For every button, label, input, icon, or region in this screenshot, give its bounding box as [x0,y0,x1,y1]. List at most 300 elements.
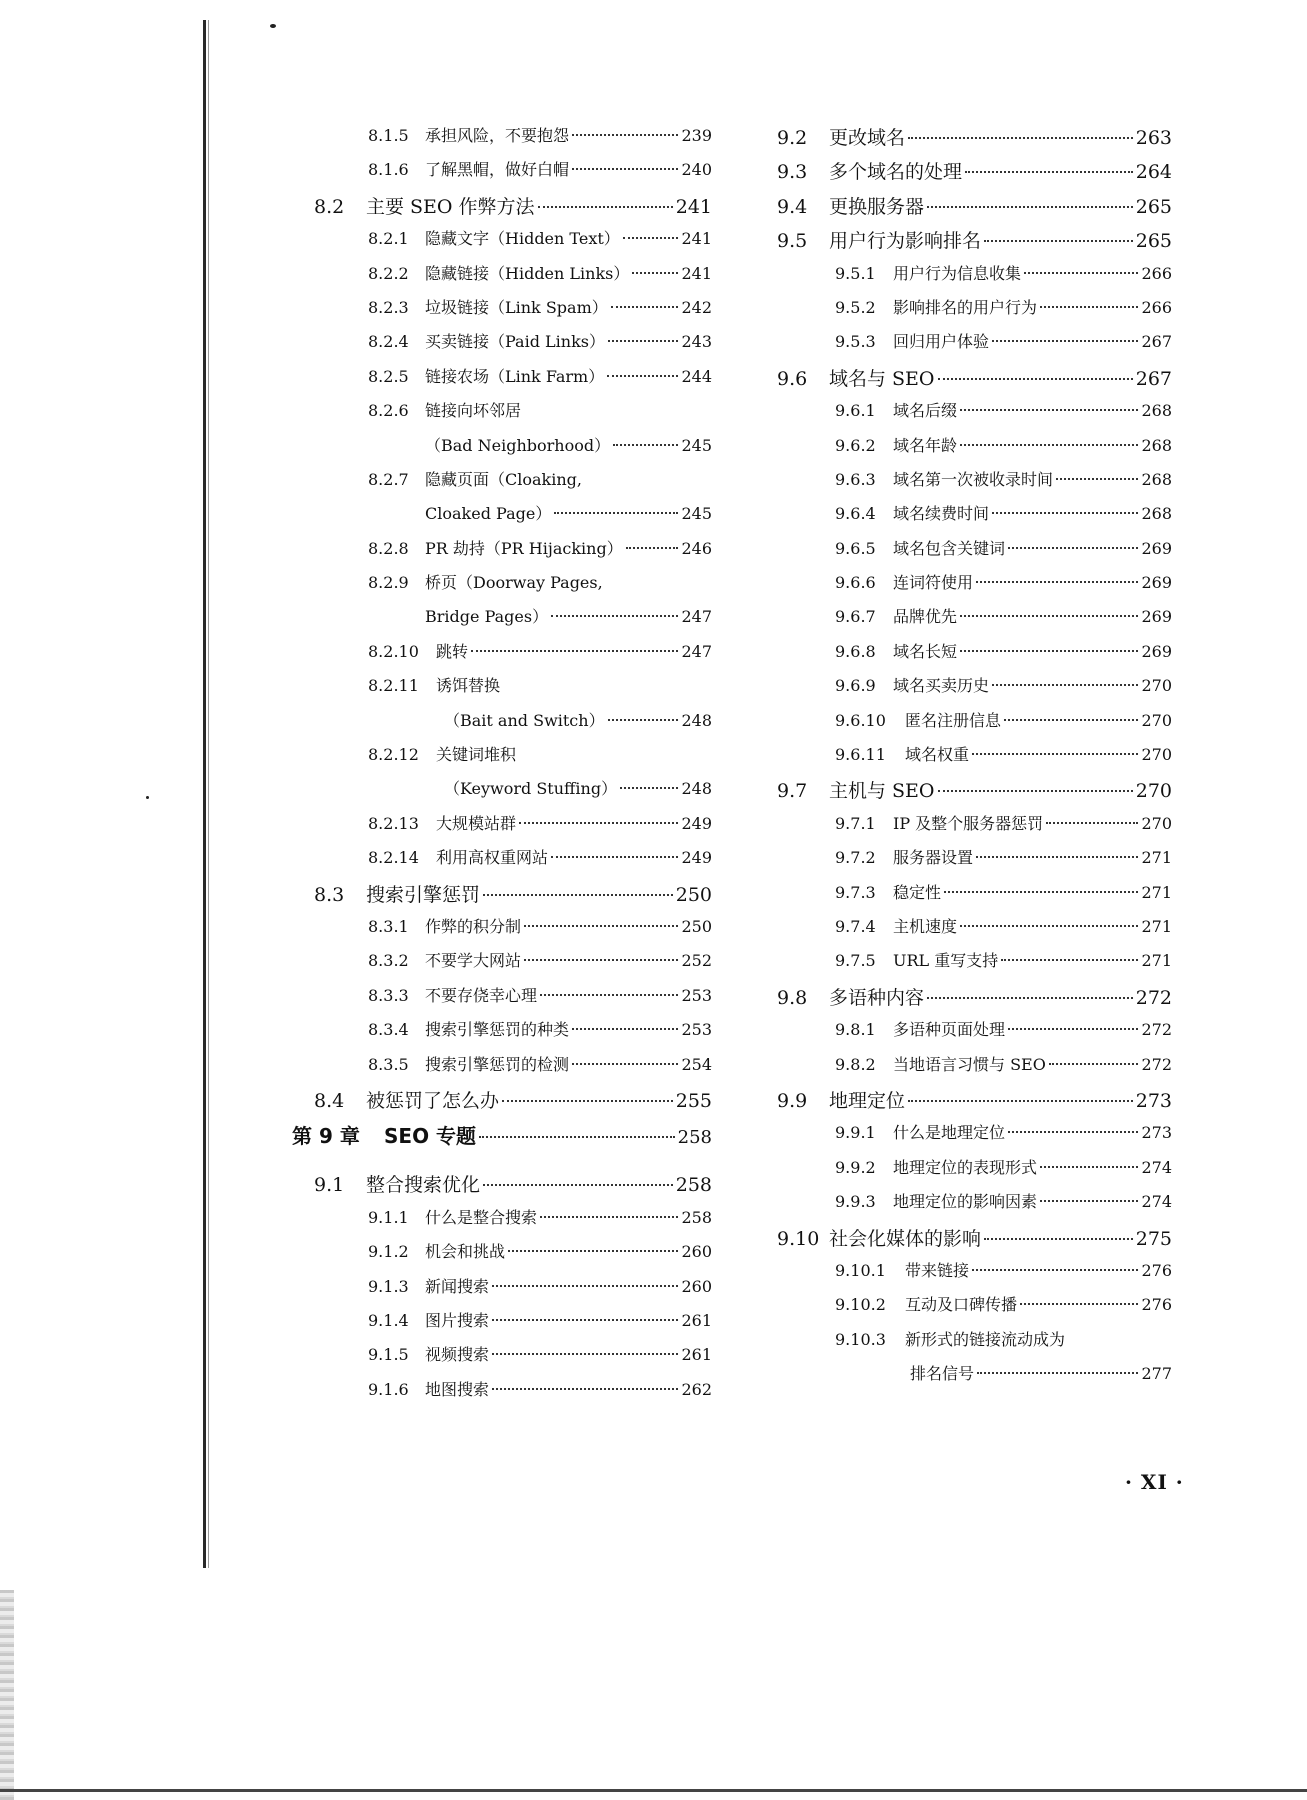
toc-entry-continuation[interactable] [292,708,712,742]
toc-subsection-entry[interactable] [292,123,712,157]
toc-leader-dots [623,237,679,239]
toc-entry-page: 239 [681,126,712,145]
toc-subsection-entry[interactable] [777,398,1172,432]
toc-entry-continuation[interactable] [777,1361,1172,1395]
toc-subsection-entry[interactable] [292,467,712,501]
toc-entry-page: 260 [681,1242,712,1262]
toc-entry-page: 263 [1135,127,1172,149]
toc-subsection-entry[interactable] [292,1342,712,1376]
toc-entry-page: 273 [1135,1089,1172,1112]
toc-subsection-entry[interactable] [777,467,1172,501]
toc-entry-page: 270 [1135,780,1172,803]
binding-edge-shadow [208,20,209,1568]
toc-subsection-entry[interactable] [292,983,712,1017]
toc-entry-title: IP 及整个服务器惩罚 [893,813,1044,833]
toc-leader-dots [965,171,1133,173]
toc-left-column [292,123,712,1411]
toc-entry-number: 9.6.7 [835,607,876,627]
toc-entry-number: 8.1.6 [368,160,409,180]
toc-entry-number: 9.1.2 [368,1242,409,1262]
toc-entry-number: 9.6.10 [835,710,886,730]
toc-leader-dots [483,1184,673,1186]
toc-entry-number: 9.2 [777,127,808,149]
toc-leader-dots [1001,959,1138,961]
toc-entry-page: 269 [1141,538,1172,558]
toc-entry-number: 9.6.4 [835,504,876,524]
toc-entry-number: 9.8.1 [835,1020,876,1040]
toc-entry-title: 互动及口碑传播 [905,1295,1018,1315]
toc-entry-number: 9.6.3 [835,469,876,489]
toc-entry-title: 用户行为信息收集 [893,263,1022,283]
toc-leader-dots [502,1100,673,1102]
toc-entry-page: 268 [1141,435,1172,455]
toc-entry-page: 273 [1141,1123,1172,1143]
toc-entry-number: 8.2.12 [368,745,419,765]
toc-entry-title: SEO 专题 [384,1124,477,1149]
toc-section-entry[interactable] [777,776,1172,810]
toc-entry-page: 250 [681,916,712,936]
toc-entry-title: URL 重写支持 [893,951,999,971]
toc-entry-title: 作弊的积分制 [425,916,522,936]
toc-subsection-entry[interactable] [777,1052,1172,1086]
toc-entry-page: 270 [1141,813,1172,833]
toc-entry-number: 9.6.8 [835,641,876,661]
toc-entry-title: 匿名注册信息 [905,710,1002,730]
toc-subsection-entry[interactable] [777,1120,1172,1154]
toc-entry-number: 9.10.3 [835,1329,886,1349]
binding-edge-line [203,20,206,1568]
toc-section-entry[interactable] [292,1170,712,1204]
toc-entry-number: 9.6.1 [835,401,876,421]
toc-entry-page: 261 [681,1310,712,1330]
toc-entry-page: 252 [681,951,712,971]
toc-entry-page: 258 [677,1127,712,1149]
toc-subsection-entry[interactable] [777,1189,1172,1223]
toc-entry-title: 影响排名的用户行为 [893,297,1038,317]
toc-leader-dots [572,1028,678,1030]
toc-entry-title: 域名第一次被收录时间 [893,469,1054,489]
toc-entry-title: 不要学大网站 [425,951,522,971]
toc-entry-page: 253 [681,1020,712,1040]
toc-leader-dots [1020,1303,1138,1305]
toc-entry-title: （Bait and Switch） [444,710,605,730]
toc-entry-number: 8.2.13 [368,813,419,833]
toc-entry-title: 域名后缀 [893,401,958,421]
toc-entry-page: 275 [1135,1227,1172,1250]
toc-entry-number: 9.10.1 [835,1260,886,1280]
toc-subsection-entry[interactable] [292,364,712,398]
toc-section-entry[interactable] [777,364,1172,398]
toc-leader-dots [1046,822,1138,824]
toc-entry-page: 270 [1141,745,1172,765]
toc-entry-title: 社会化媒体的影响 [829,1227,982,1250]
toc-leader-dots [984,240,1133,242]
toc-entry-title: 域名权重 [905,745,970,765]
toc-subsection-entry[interactable] [777,295,1172,329]
toc-subsection-entry[interactable] [777,433,1172,467]
toc-leader-dots [972,1269,1138,1271]
toc-subsection-entry[interactable] [292,1205,712,1239]
toc-entry-page: 272 [1141,1020,1172,1040]
toc-entry-page: 258 [681,1207,712,1227]
toc-leader-dots [960,925,1138,927]
toc-entry-page: 276 [1141,1295,1172,1315]
toc-subsection-entry[interactable] [292,157,712,191]
toc-entry-title: 更改域名 [829,127,906,149]
toc-subsection-entry[interactable] [777,1258,1172,1292]
toc-entry-title: 服务器设置 [893,848,974,868]
toc-subsection-entry[interactable] [292,948,712,982]
toc-entry-number: 8.4 [314,1089,345,1112]
toc-entry-title: 搜索引擎惩罚 [366,883,481,906]
toc-entry-page: 250 [675,883,712,906]
toc-subsection-entry[interactable] [777,639,1172,673]
toc-entry-title: Cloaked Page） [425,504,552,524]
toc-subsection-entry[interactable] [777,742,1172,776]
toc-entry-page: 261 [681,1345,712,1365]
toc-entry-title: 了解黑帽，做好白帽 [425,160,570,180]
toc-leader-dots [540,994,678,996]
toc-leader-dots [960,615,1138,617]
toc-leader-dots [471,650,678,652]
toc-leader-dots [1056,478,1138,480]
toc-entry-continuation[interactable] [292,604,712,638]
scan-speck [146,796,149,799]
toc-entry-number: 8.3.2 [368,951,409,971]
toc-entry-number: 9.3 [777,161,808,184]
toc-entry-page: 277 [1141,1364,1172,1384]
toc-entry-number: 9.9.2 [835,1157,876,1177]
toc-entry-title: 主机速度 [893,916,958,936]
toc-entry-title: 图片搜索 [425,1310,490,1330]
toc-entry-title: 链接向坏邻居 [425,401,522,421]
toc-subsection-entry[interactable] [292,1377,712,1411]
toc-entry-page: 267 [1135,367,1172,390]
toc-entry-page: 241 [681,263,712,283]
toc-entry-title: 连词符使用 [893,573,974,593]
toc-entry-number: 9.7 [777,780,808,803]
toc-leader-dots [977,1372,1138,1374]
toc-subsection-entry[interactable] [292,570,712,604]
toc-leader-dots [1040,306,1138,308]
toc-subsection-entry[interactable] [777,1292,1172,1326]
toc-entry-title: 地理定位的表现形式 [893,1157,1038,1177]
toc-leader-dots [519,822,678,824]
toc-subsection-entry[interactable] [292,329,712,363]
toc-entry-page: 276 [1141,1260,1172,1280]
toc-entry-page: 268 [1141,504,1172,524]
toc-entry-title: 隐藏文字（Hidden Text） [425,229,620,249]
toc-entry-title: 回归用户体验 [893,332,990,352]
toc-entry-number: 8.2.5 [368,366,409,386]
toc-entry-number: 9.10.2 [835,1295,886,1315]
toc-chapter-entry[interactable] [292,1120,712,1166]
toc-entry-page: 242 [681,297,712,317]
toc-entry-number: 9.9 [777,1089,808,1112]
toc-entry-page: 249 [681,848,712,868]
toc-entry-page: 246 [681,538,712,558]
toc-section-entry[interactable] [777,983,1172,1017]
toc-entry-number: 8.2.9 [368,573,409,593]
toc-entry-page: 266 [1141,263,1172,283]
toc-entry-page: 274 [1141,1192,1172,1212]
toc-leader-dots [976,856,1138,858]
toc-entry-number: 9.10 [777,1227,820,1250]
toc-entry-page: 271 [1141,951,1172,971]
toc-entry-title: 买卖链接（Paid Links） [425,332,605,352]
toc-leader-dots [492,1388,678,1390]
toc-entry-title: 跳转 [436,641,469,661]
toc-leader-dots [927,206,1133,208]
toc-leader-dots [524,925,678,927]
toc-subsection-entry[interactable] [777,1155,1172,1189]
toc-entry-title: 多语种内容 [829,986,925,1009]
toc-leader-dots [479,1136,675,1138]
toc-entry-title: 域名长短 [893,641,958,661]
toc-leader-dots [632,272,678,274]
toc-leader-dots [608,340,678,342]
toc-entry-number: 9.5.3 [835,332,876,352]
toc-subsection-entry[interactable] [777,948,1172,982]
toc-entry-number: 9.6.5 [835,538,876,558]
toc-entry-title: 域名续费时间 [893,504,990,524]
toc-section-entry[interactable] [777,1224,1172,1258]
toc-leader-dots [620,787,678,789]
toc-entry-title: 排名信号 [910,1364,975,1384]
toc-entry-title: Bridge Pages） [425,607,549,627]
toc-entry-title: 更换服务器 [829,195,925,218]
toc-entry-number: 8.1.5 [368,126,409,145]
toc-leader-dots [938,790,1133,792]
toc-section-entry[interactable] [777,1086,1172,1120]
toc-subsection-entry[interactable] [777,1017,1172,1051]
toc-entry-continuation[interactable] [292,433,712,467]
toc-entry-page: 245 [681,504,712,524]
toc-leader-dots [972,753,1138,755]
toc-entry-number: 9.6 [777,367,808,390]
toc-subsection-entry[interactable] [292,1308,712,1342]
toc-subsection-entry[interactable] [292,398,712,432]
toc-subsection-entry[interactable] [292,1239,712,1273]
toc-section-entry[interactable] [292,192,712,226]
toc-leader-dots [1049,1063,1139,1065]
toc-entry-page: 265 [1135,230,1172,253]
toc-subsection-entry[interactable] [292,295,712,329]
toc-leader-dots [984,1238,1133,1240]
toc-leader-dots [626,547,679,549]
toc-entry-number: 9.5.1 [835,263,876,283]
toc-subsection-entry[interactable] [777,708,1172,742]
toc-entry-page: 240 [681,160,712,180]
toc-entry-number: 8.2.3 [368,297,409,317]
toc-leader-dots [613,444,678,446]
toc-entry-title: 搜索引擎惩罚的检测 [425,1054,570,1074]
toc-subsection-entry[interactable] [777,261,1172,295]
toc-entry-title: 整合搜索优化 [366,1174,481,1197]
toc-leader-dots [611,306,679,308]
toc-entry-page: 253 [681,985,712,1005]
toc-subsection-entry[interactable] [292,1274,712,1308]
toc-entry-page: 244 [681,366,712,386]
scan-speck [270,24,276,28]
toc-entry-title: 机会和挑战 [425,1242,506,1262]
toc-entry-number: 8.3.5 [368,1054,409,1074]
toc-entry-page: 268 [1141,401,1172,421]
toc-leader-dots [607,375,678,377]
toc-subsection-entry[interactable] [292,226,712,260]
toc-leader-dots [492,1353,678,1355]
toc-subsection-entry[interactable] [777,570,1172,604]
toc-entry-number: 9.9.1 [835,1123,876,1143]
toc-entry-number: 9.1.5 [368,1345,409,1365]
toc-entry-number: 8.3.4 [368,1020,409,1040]
toc-entry-page: 255 [675,1089,712,1112]
toc-entry-number: 8.2.2 [368,263,409,283]
toc-entry-number: 9.6.11 [835,745,886,765]
toc-section-entry[interactable] [292,1086,712,1120]
toc-entry-title: 带来链接 [905,1260,970,1280]
toc-section-entry[interactable] [777,192,1172,226]
toc-leader-dots [551,615,678,617]
toc-entry-title: 被惩罚了怎么办 [366,1089,500,1112]
toc-entry-number: 8.2.14 [368,848,419,868]
toc-entry-number: 9.1 [314,1174,345,1197]
toc-section-entry[interactable] [777,157,1172,191]
toc-entry-page: 269 [1141,573,1172,593]
toc-entry-title: 关键词堆积 [436,745,517,765]
toc-entry-number: 9.7.5 [835,951,876,971]
toc-entry-page: 265 [1135,195,1172,218]
toc-leader-dots [1024,272,1138,274]
toc-entry-number: 第 9 章 [292,1124,360,1149]
toc-section-entry[interactable] [292,880,712,914]
toc-subsection-entry[interactable] [292,536,712,570]
toc-entry-number: 9.7.1 [835,813,876,833]
toc-leader-dots [554,512,678,514]
toc-entry-title: 当地语言习惯与 SEO [893,1054,1046,1074]
toc-entry-page: 248 [681,779,712,799]
toc-entry-title: 什么是地理定位 [893,1123,1006,1143]
toc-leader-dots [608,719,679,721]
toc-entry-page: 262 [681,1379,712,1399]
toc-subsection-entry[interactable] [292,1017,712,1051]
toc-entry-continuation[interactable] [292,776,712,810]
toc-entry-number: 9.6.9 [835,676,876,696]
toc-entry-title: 链接农场（Link Farm） [425,366,605,386]
toc-leader-dots [992,684,1138,686]
toc-subsection-entry[interactable] [292,673,712,707]
toc-entry-page: 254 [681,1054,712,1074]
toc-entry-page: 271 [1141,848,1172,868]
toc-entry-page: 264 [1135,161,1172,184]
toc-subsection-entry[interactable] [777,845,1172,879]
toc-subsection-entry[interactable] [292,1052,712,1086]
toc-entry-number: 8.3 [314,883,345,906]
toc-entry-title: 用户行为影响排名 [829,230,982,253]
toc-entry-page: 245 [681,435,712,455]
toc-entry-title: 利用高权重网站 [436,848,549,868]
toc-entry-page: 247 [681,607,712,627]
toc-entry-number: 9.1.4 [368,1310,409,1330]
toc-entry-title: 域名包含关键词 [893,538,1006,558]
toc-subsection-entry[interactable] [777,673,1172,707]
toc-leader-dots [908,137,1133,139]
toc-leader-dots [944,891,1138,893]
toc-entry-number: 9.6.6 [835,573,876,593]
toc-entry-title: 主要 SEO 作弊方法 [366,195,535,218]
toc-entry-title: 大规模站群 [436,813,517,833]
toc-entry-title: 不要存侥幸心理 [425,985,538,1005]
toc-entry-number: 9.8.2 [835,1054,876,1074]
toc-subsection-entry[interactable] [777,914,1172,948]
toc-entry-number: 9.1.1 [368,1207,409,1227]
toc-entry-title: 诱饵替换 [436,676,501,696]
toc-subsection-entry[interactable] [292,261,712,295]
toc-entry-title: 域名与 SEO [829,367,935,390]
toc-subsection-entry[interactable] [777,811,1172,845]
toc-leader-dots [492,1285,678,1287]
toc-subsection-entry[interactable] [777,880,1172,914]
toc-entry-number: 9.7.3 [835,882,876,902]
toc-entry-title: 稳定性 [893,882,942,902]
toc-leader-dots [1004,719,1138,721]
toc-entry-title: 主机与 SEO [829,780,935,803]
toc-leader-dots [483,894,673,896]
toc-entry-number: 8.2.6 [368,401,409,421]
toc-entry-page: 271 [1141,882,1172,902]
toc-entry-number: 8.2.8 [368,538,409,558]
toc-subsection-entry[interactable] [777,1327,1172,1361]
toc-entry-number: 9.7.4 [835,916,876,936]
toc-entry-page: 268 [1141,469,1172,489]
toc-entry-page: 269 [1141,607,1172,627]
toc-subsection-entry[interactable] [292,639,712,673]
toc-entry-title: 域名买卖历史 [893,676,990,696]
toc-subsection-entry[interactable] [777,501,1172,535]
toc-entry-title: 新形式的链接流动成为 [905,1329,1066,1349]
toc-subsection-entry[interactable] [292,811,712,845]
toc-subsection-entry[interactable] [292,742,712,776]
toc-leader-dots [938,378,1133,380]
toc-section-entry[interactable] [777,226,1172,260]
toc-entry-page: 267 [1141,332,1172,352]
scan-edge-noise [0,1590,14,1800]
toc-entry-title: 品牌优先 [893,607,958,627]
toc-leader-dots [1008,1028,1138,1030]
toc-subsection-entry[interactable] [777,536,1172,570]
toc-subsection-entry[interactable] [292,914,712,948]
toc-leader-dots [960,409,1138,411]
toc-section-entry[interactable] [777,123,1172,157]
toc-entry-continuation[interactable] [292,501,712,535]
toc-entry-title: （Keyword Stuffing） [444,779,618,799]
toc-entry-title: 地理定位的影响因素 [893,1192,1038,1212]
toc-entry-title: 新闻搜索 [425,1276,490,1296]
toc-entry-page: 270 [1141,710,1172,730]
toc-leader-dots [1040,1166,1138,1168]
toc-subsection-entry[interactable] [777,329,1172,363]
toc-entry-title: PR 劫持（PR Hijacking） [425,538,623,558]
toc-leader-dots [992,340,1138,342]
toc-entry-page: 270 [1141,676,1172,696]
toc-subsection-entry[interactable] [777,604,1172,638]
toc-leader-dots [572,134,678,136]
toc-leader-dots [960,650,1138,652]
toc-leader-dots [1008,547,1138,549]
toc-subsection-entry[interactable] [292,845,712,879]
toc-entry-title: 隐藏链接（Hidden Links） [425,263,630,283]
toc-leader-dots [492,1319,678,1321]
